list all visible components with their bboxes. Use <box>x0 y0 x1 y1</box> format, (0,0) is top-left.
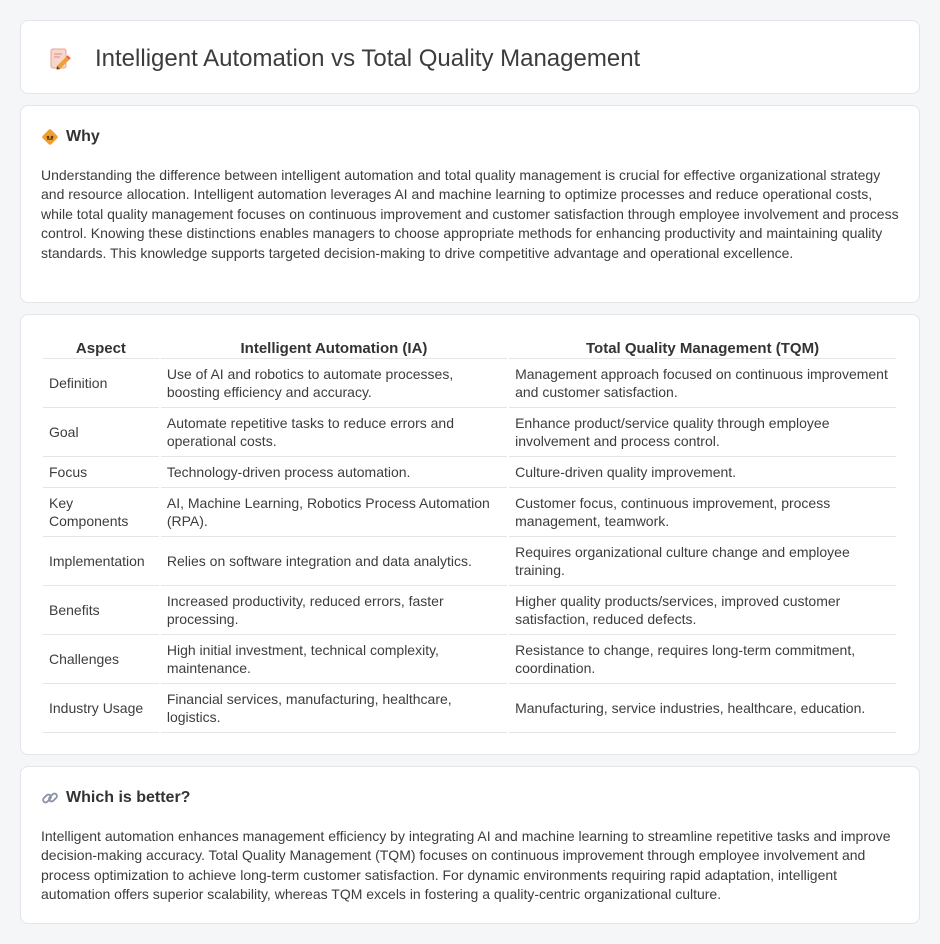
cell-tqm: Manufacturing, service industries, healthcare, education. <box>509 684 896 733</box>
cell-tqm: Enhance product/service quality through employee involvement and process control. <box>509 408 896 457</box>
table-row <box>43 537 896 586</box>
title-row <box>47 45 640 73</box>
header-ia: Intelligent Automation (IA) <box>161 335 507 359</box>
table-row <box>43 586 896 635</box>
cell-aspect: Benefits <box>43 586 159 635</box>
cell-tqm: Resistance to change, requires long-term commitment, coordination. <box>509 635 896 684</box>
cell-aspect: Challenges <box>43 635 159 684</box>
cell-aspect: Key Components <box>43 488 159 537</box>
cell-aspect: Goal <box>43 408 159 457</box>
table-row <box>43 684 896 733</box>
why-card <box>20 105 920 303</box>
cell-ia: Increased productivity, reduced errors, faster processing. <box>161 586 507 635</box>
header-tqm: Total Quality Management (TQM) <box>509 335 896 359</box>
cell-ia: Financial services, manufacturing, healthcare, logistics. <box>161 684 507 733</box>
cell-ia: Automate repetitive tasks to reduce errors and operational costs. <box>161 408 507 457</box>
page-title: Intelligent Automation vs Total Quality Management <box>95 45 641 72</box>
table-header-row <box>43 335 896 359</box>
cell-tqm: Culture-driven quality improvement. <box>509 457 896 488</box>
cell-ia: Relies on software integration and data analytics. <box>161 537 507 586</box>
better-header <box>41 789 190 807</box>
cell-ia: Technology-driven process automation. <box>161 457 507 488</box>
cell-aspect: Focus <box>43 457 159 488</box>
title-card <box>20 20 920 94</box>
cell-tqm: Customer focus, continuous improvement, process management, teamwork. <box>509 488 896 537</box>
which-better-card <box>20 766 920 924</box>
why-text: Understanding the difference between intelligent automation and total quality management is crucial for effective organizational strategy and resource allocation. Intelligent automation leverages AI and machine learning to optimize processes and reduce operational costs, while total quality management focuses on continuous improvement and customer satisfaction through employee involvement and process control. Knowing these distinctions enables managers to choose appropriate methods for enhancing productivity and maintaining quality standards. This knowledge supports targeted decision-making to drive competitive advantage and operational excellence. <box>41 167 899 261</box>
link-icon <box>41 789 59 807</box>
why-heading: Why <box>66 128 100 145</box>
cell-ia: AI, Machine Learning, Robotics Process Automation (RPA). <box>161 488 507 537</box>
better-text: Intelligent automation enhances management efficiency by integrating AI and machine learning to streamline repetitive tasks and improve decision-making accuracy. Total Quality Management (TQM) focuses on continuous improvement through employee involvement and process optimization to achieve long-term customer satisfaction. For dynamic environments requiring rapid adaptation, intelligent automation offers superior scalability, whereas TQM excels in fostering a quality-centric organizational culture. <box>41 828 891 903</box>
cell-tqm: Management approach focused on continuous improvement and customer satisfaction. <box>509 359 896 408</box>
cell-aspect: Definition <box>43 359 159 408</box>
cell-aspect: Industry Usage <box>43 684 159 733</box>
cell-ia: High initial investment, technical complexity, maintenance. <box>161 635 507 684</box>
cell-tqm: Higher quality products/services, improved customer satisfaction, reduced defects. <box>509 586 896 635</box>
table-row <box>43 457 896 488</box>
comparison-table <box>41 335 898 733</box>
table-row <box>43 408 896 457</box>
table-row <box>43 359 896 408</box>
diamond-sign-icon <box>41 128 59 146</box>
cell-aspect: Implementation <box>43 537 159 586</box>
comparison-card <box>20 314 920 755</box>
header-aspect: Aspect <box>43 335 159 359</box>
cell-ia: Use of AI and robotics to automate processes, boosting efficiency and accuracy. <box>161 359 507 408</box>
cell-tqm: Requires organizational culture change and employee training. <box>509 537 896 586</box>
why-header <box>41 128 100 146</box>
better-heading: Which is better? <box>66 789 191 806</box>
document-pencil-icon <box>47 46 73 72</box>
table-row <box>43 488 896 537</box>
table-row <box>43 635 896 684</box>
